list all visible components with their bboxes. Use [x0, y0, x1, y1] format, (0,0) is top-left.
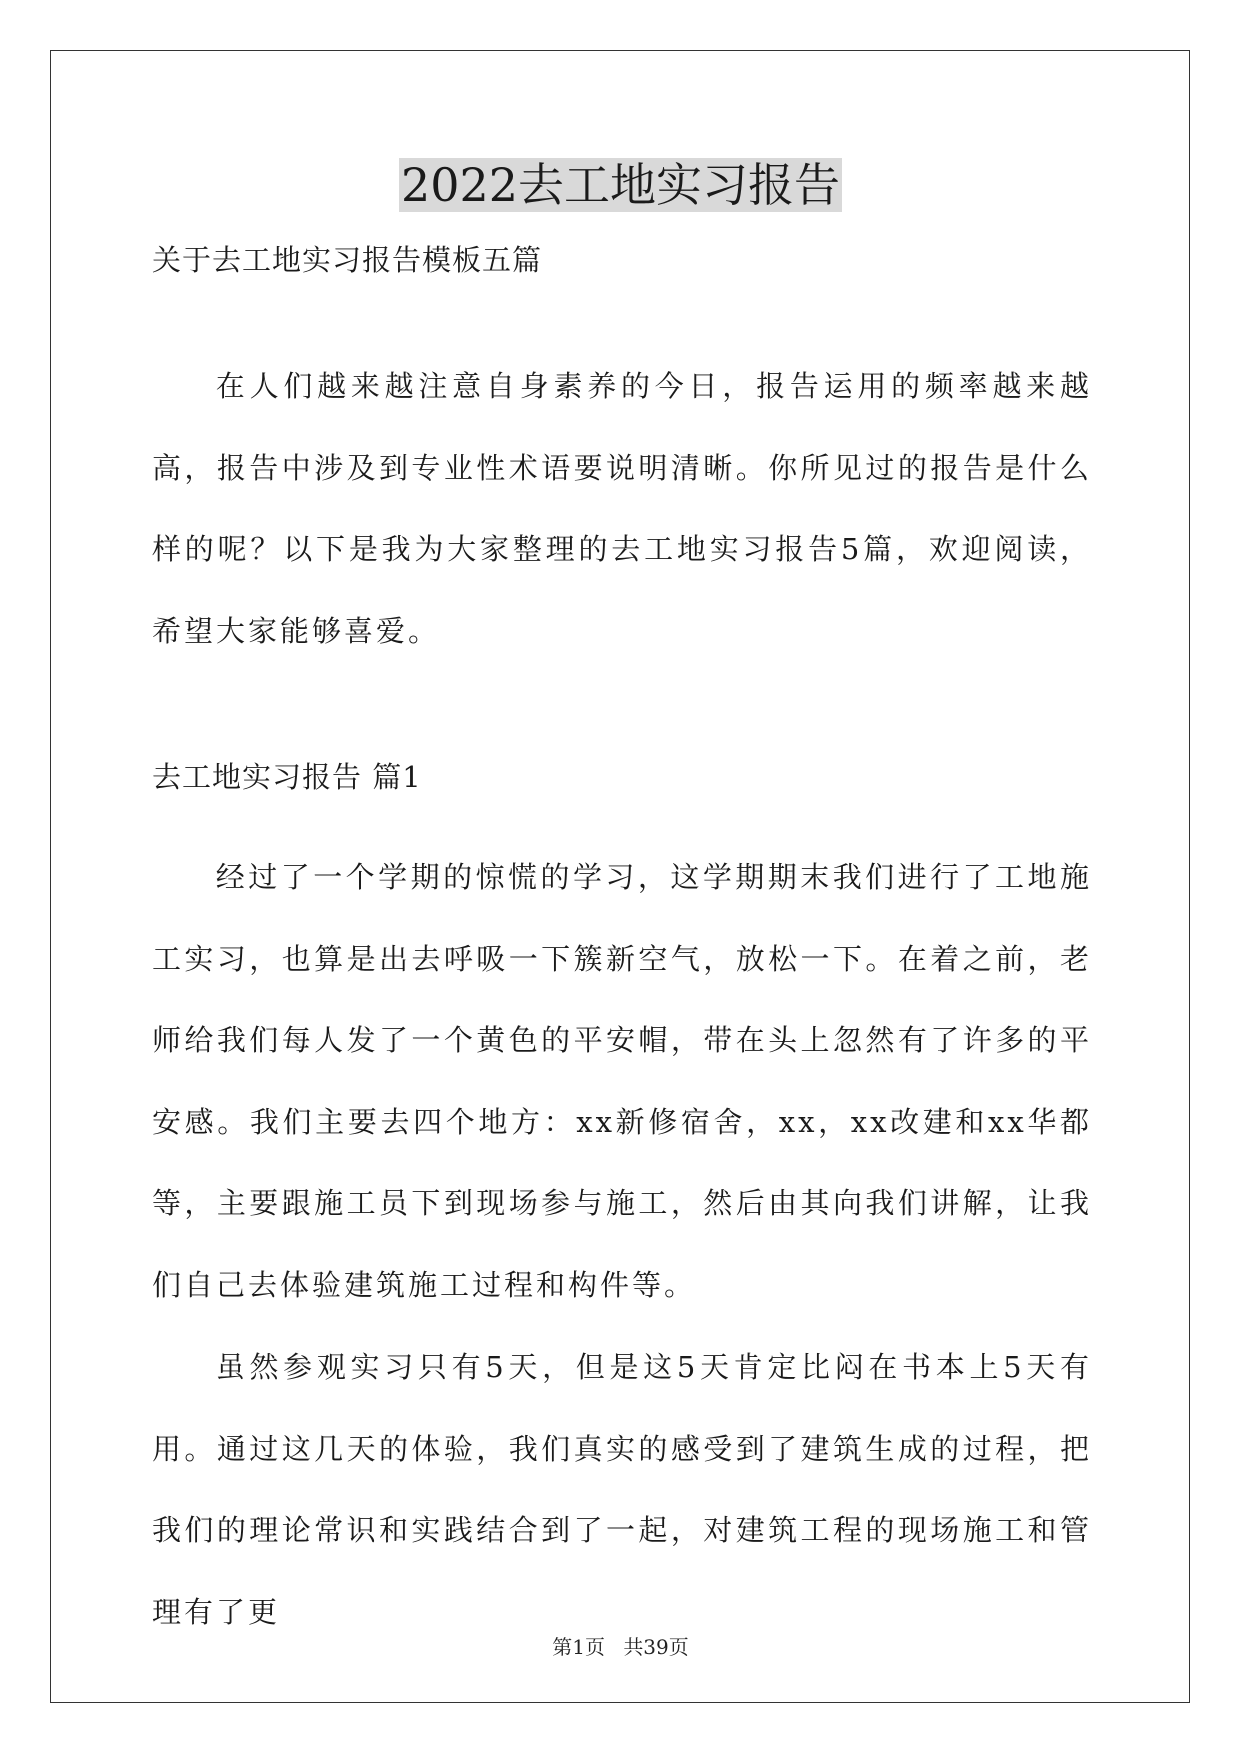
document-title-text: 2022去工地实习报告	[400, 158, 841, 212]
page-number-current: 第1页	[552, 1635, 605, 1659]
document-title	[0, 155, 1241, 215]
section-heading: 去工地实习报告 篇1	[152, 760, 422, 794]
document-subtitle: 关于去工地实习报告模板五篇	[152, 243, 543, 277]
body-paragraph-2: 虽然参观实习只有5天，但是这5天肯定比闷在书本上5天有用。通过这几天的体验，我们真实的感受到了建筑生成的过程，把我们的理论常识和实践结合到了一起，对建筑工程的现场施工和管理有了更	[152, 1350, 1092, 1629]
page-number-total: 共39页	[623, 1635, 689, 1659]
body-paragraph-1: 经过了一个学期的惊慌的学习，这学期期末我们进行了工地施工实习，也算是出去呼吸一下簇新空气，放松一下。在着之前，老师给我们每人发了一个黄色的平安帽，带在头上忽然有了许多的平安感。我们主要去四个地方：xx新修宿舍，xx，xx改建和xx华都等，主要跟施工员下到现场参与施工，然后由其向我们讲解，让我们自己去体验建筑施工过程和构件等。	[152, 860, 1092, 1302]
page-footer	[0, 1634, 1241, 1660]
intro-paragraph: 在人们越来越注意自身素养的今日，报告运用的频率越来越高，报告中涉及到专业性术语要说明清晰。你所见过的报告是什么样的呢？以下是我为大家整理的去工地实习报告5篇，欢迎阅读，希望大家能够喜爱。	[152, 369, 1092, 648]
